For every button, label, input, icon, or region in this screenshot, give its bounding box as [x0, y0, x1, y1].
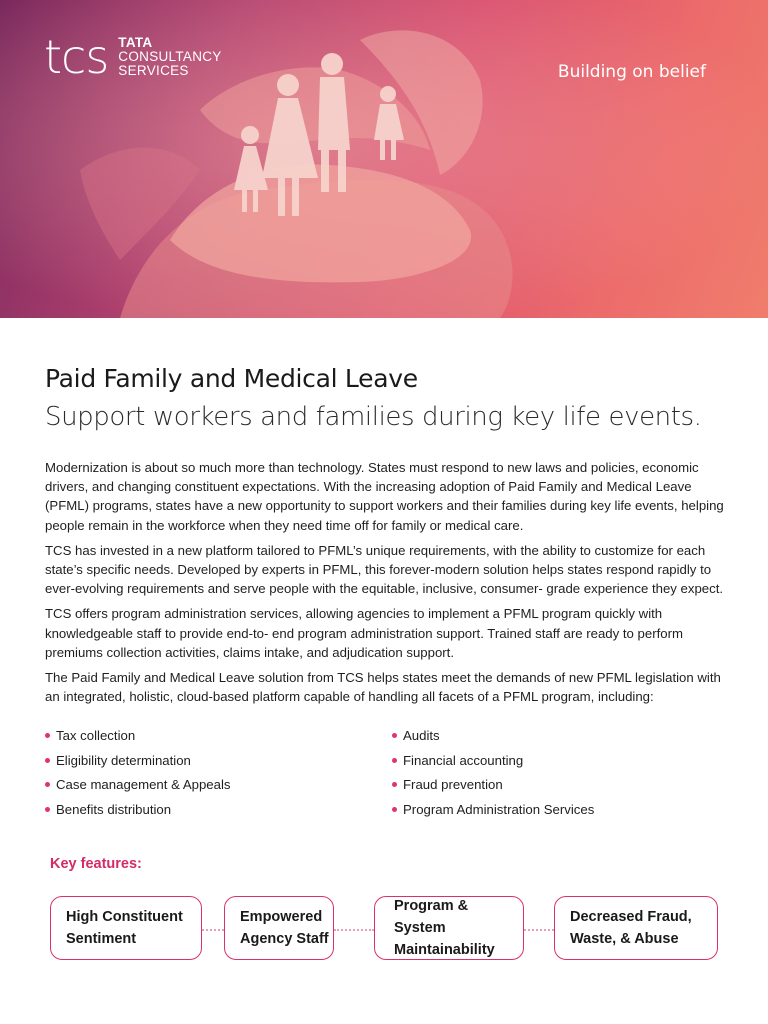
page-title: Paid Family and Medical Leave — [45, 364, 418, 393]
key-features-row — [50, 896, 718, 962]
list-item: Tax collection — [45, 726, 230, 751]
feature-line: Program & System — [394, 898, 469, 936]
feature-card-maintainability — [374, 896, 524, 960]
paragraph: TCS offers program administration services, allowing agencies to implement a PFML program quickly with knowledgeable staff to provide end-to- end program administration support. Trained staff are ready to perform premiums collection activities, claims intake, and adjudication support. — [45, 606, 683, 660]
list-item: Benefits distribution — [45, 800, 230, 825]
list-item: Financial accounting — [392, 751, 594, 776]
body-text — [45, 458, 725, 712]
feature-line: Agency Staff — [240, 931, 329, 947]
list-item: Program Administration Services — [392, 800, 594, 825]
feature-line: Maintainability — [394, 942, 495, 958]
feature-line: Empowered — [240, 909, 323, 925]
capabilities-list-left — [45, 726, 230, 824]
feature-card-fraud — [554, 896, 718, 960]
list-item: Audits — [392, 726, 594, 751]
key-features-label: Key features: — [50, 856, 142, 872]
paragraph: TCS has invested in a new platform tailored to PFML’s unique requirements, with the ability to customize for each state’s specific needs. Developed by experts in PFML, this forever-modern solution helps states respond rapidly to ever-evolving requirements and serve people with the equitable, inclusive, consumer- grade experience they expect. — [45, 542, 724, 597]
connector-line — [524, 929, 554, 931]
feature-line: Sentiment — [66, 931, 137, 947]
connector-line — [334, 929, 374, 931]
feature-card-sentiment — [50, 896, 202, 960]
feature-line: Decreased Fraud, — [570, 909, 692, 925]
logo-line-2: CONSULTANCY — [118, 49, 222, 64]
tcs-logo — [44, 30, 222, 84]
paragraph: Modernization is about so much more than technology. States must respond to new laws and policies, economic drivers, and changing constituent expectations. With the increasing adoption of Paid Family and Medical Leave (PFML) programs, states have a new opportunity to support workers and their families during key life events, helping people remain in the workforce when they need time off for family or medical care. — [45, 460, 724, 533]
tagline: Building on belief — [557, 62, 706, 82]
feature-line: Waste, & Abuse — [570, 931, 679, 947]
list-item: Fraud prevention — [392, 775, 594, 800]
logo-wordmark — [118, 36, 221, 78]
feature-card-staff — [224, 896, 334, 960]
logo-line-3: SERVICES — [118, 63, 189, 78]
paragraph: The Paid Family and Medical Leave solution from TCS helps states meet the demands of new PFML legislation with an integrated, holistic, cloud-based platform capable of handling all facets of a PFML program, including: — [45, 670, 721, 705]
logo-line-1: TATA — [118, 35, 153, 50]
capabilities-list-right — [392, 726, 594, 824]
list-item: Case management & Appeals — [45, 775, 230, 800]
page-subtitle: Support workers and families during key life events. — [45, 402, 702, 432]
hero-banner — [0, 0, 768, 318]
list-item: Eligibility determination — [45, 751, 230, 776]
connector-line — [202, 929, 224, 931]
logo-mark: tcs — [44, 30, 109, 84]
feature-line: High Constituent — [66, 909, 183, 925]
